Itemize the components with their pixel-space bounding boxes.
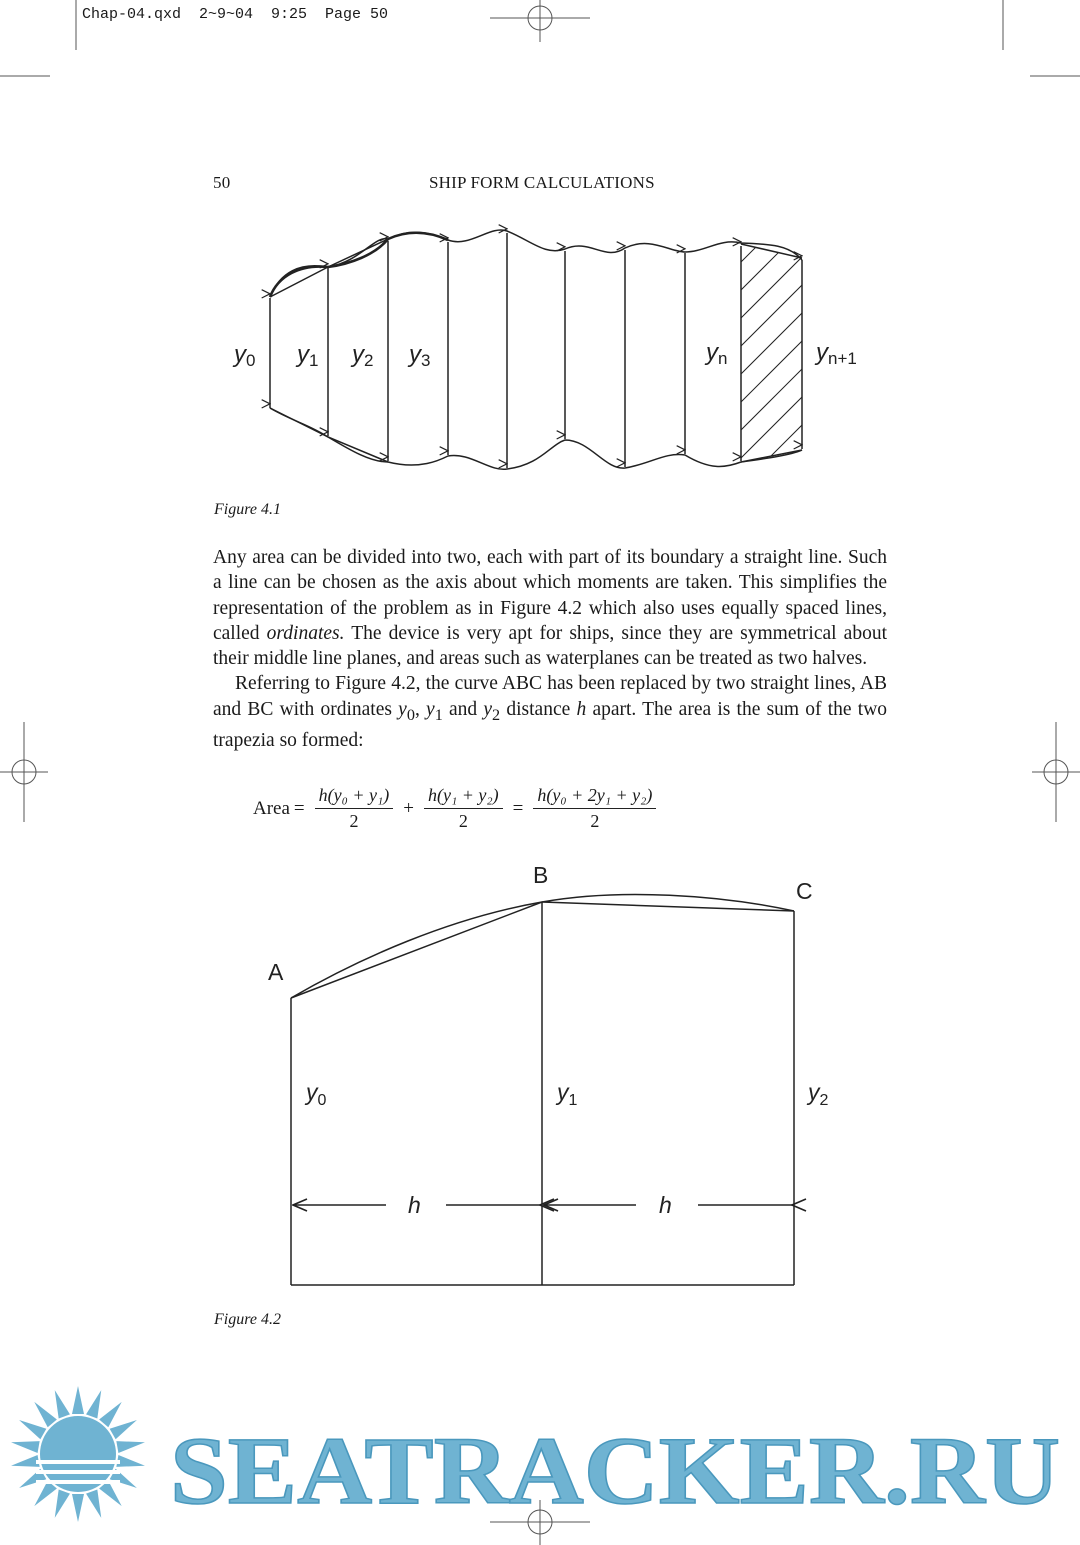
print-slug: Chap-04.qxd 2~9~04 9:25 Page 50 xyxy=(82,6,389,23)
area-formula xyxy=(253,785,662,832)
formula-equals: = xyxy=(293,797,305,819)
watermark-logo xyxy=(0,1380,1080,1530)
formula-lhs: Area xyxy=(253,797,290,819)
fig1-label-yn: yn xyxy=(706,339,728,368)
fig2-label-y1: $y_1$ xyxy=(557,1079,578,1109)
formula-plus: + xyxy=(403,797,414,819)
figure-4-1 xyxy=(0,0,1080,500)
body-text xyxy=(213,545,887,753)
fig1-label-y0: y0 xyxy=(234,341,256,370)
fig2-point-b: B xyxy=(533,862,549,888)
figure-4-2 xyxy=(0,850,1080,1310)
fig1-label-y2: y2 xyxy=(352,341,374,370)
fig2-label-h-right: h xyxy=(659,1192,672,1218)
page-number: 50 xyxy=(213,173,231,192)
fig2-label-y0: $y_0$ xyxy=(306,1079,327,1109)
watermark-text: SEATRACKER.RU xyxy=(170,1417,1060,1524)
fig1-bottom-curve xyxy=(270,408,802,469)
fraction-1: $\frac{\text{h(y₀ + y₁)}}{2}$ xyxy=(315,785,394,832)
fig2-label-y2: $y_2$ xyxy=(808,1079,829,1109)
fraction-2: $\frac{\text{h(y₁ + y₂)}}{2}$ xyxy=(424,785,503,832)
fig1-label-y3: y3 xyxy=(409,341,431,370)
fig1-label-yn1: yn+1 xyxy=(816,339,857,368)
fig2-point-a: A xyxy=(268,959,284,985)
running-title: SHIP FORM CALCULATIONS xyxy=(429,173,655,192)
figure-4-1-caption: Figure 4.1 xyxy=(214,501,281,518)
formula-equals-2: = xyxy=(512,797,524,819)
paragraph-2: Referring to Figure 4.2, the curve ABC has been replaced by two straight lines, AB and BC with ordinates $y_0$, $y_1$ and $y_2$ distance h apart. The area is the sum of the two trapezia so formed: xyxy=(213,673,888,751)
fig2-label-h-left: h xyxy=(408,1192,421,1218)
paragraph-1: Any area can be divided into two, each with part of its boundary a straight line. Such a line can be chosen as the axis about which moments are taken. This simplifies the representation of the problem as in Figure 4.2 which also uses equally spaced lines, called ordinates. The device is very apt for ships, since they are symmetrical about their middle line planes, and areas such as waterplanes can be treated as two halves. xyxy=(213,547,887,670)
fig2-chord-ab xyxy=(291,902,542,998)
fraction-3: $\frac{\text{h(y₀ + 2y₁ + y₂)}}{2}$ xyxy=(533,785,656,832)
sun-icon xyxy=(10,1386,146,1522)
figure-4-2-caption: Figure 4.2 xyxy=(214,1311,281,1328)
fig1-label-y1: y1 xyxy=(297,341,319,370)
fig1-hatched-strip xyxy=(741,229,802,500)
fig2-point-c: C xyxy=(796,878,813,904)
